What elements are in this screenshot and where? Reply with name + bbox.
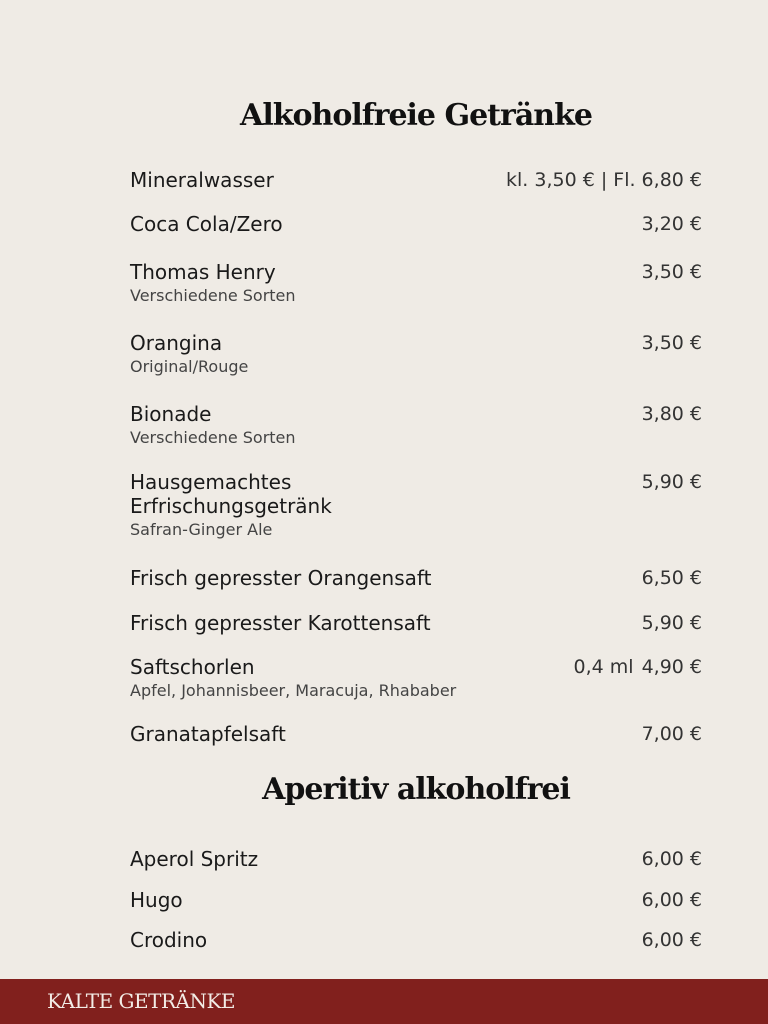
- menu-item: [130, 260, 702, 307]
- item-name: Thomas Henry: [130, 260, 276, 284]
- item-description: Safran-Ginger Ale: [130, 520, 273, 539]
- item-price: 6,00 €: [641, 929, 702, 951]
- menu-item: [130, 470, 702, 541]
- section-title-alkoholfreie-getraenke: Alkoholfreie Getränke: [240, 98, 592, 133]
- menu-item: [130, 611, 702, 635]
- item-price: 6,00 €: [641, 848, 702, 870]
- item-name: Orangina: [130, 331, 223, 355]
- menu-item: [130, 566, 702, 590]
- item-price: 5,90 €: [641, 471, 702, 493]
- item-quantity: 0,4 ml: [573, 656, 634, 678]
- item-price-value: 4,90 €: [641, 656, 702, 678]
- footer-label: KALTE GETRÄNKE: [47, 989, 235, 1013]
- footer-bar: [0, 979, 768, 1024]
- item-name-line-2: Erfrischungsgetränk: [130, 494, 332, 518]
- section-title-aperitiv-alkoholfrei: Aperitiv alkoholfrei: [262, 772, 570, 807]
- item-name: Frisch gepresster Orangensaft: [130, 566, 432, 590]
- menu-item: [130, 212, 702, 236]
- item-name: Saftschorlen: [130, 655, 255, 679]
- item-name: Bionade: [130, 402, 212, 426]
- menu-item: [130, 402, 702, 449]
- item-name: Hugo: [130, 888, 183, 912]
- item-price: kl. 3,50 € | Fl. 6,80 €: [506, 169, 702, 191]
- item-name-line-1: Hausgemachtes: [130, 470, 292, 494]
- item-name: Granatapfelsaft: [130, 722, 286, 746]
- menu-item: [130, 331, 702, 378]
- item-name: Aperol Spritz: [130, 847, 259, 871]
- item-price: 5,90 €: [641, 612, 702, 634]
- menu-item: [130, 168, 702, 192]
- item-price: [574, 655, 702, 679]
- menu-item: [130, 847, 702, 871]
- item-name: Crodino: [130, 928, 208, 952]
- item-price: 6,00 €: [641, 889, 702, 911]
- item-price: 3,20 €: [641, 213, 702, 235]
- item-description: Original/Rouge: [130, 357, 249, 376]
- menu-item: [130, 928, 702, 952]
- item-name: [130, 470, 702, 518]
- item-price: 3,50 €: [641, 332, 702, 354]
- item-price: 3,80 €: [641, 403, 702, 425]
- item-price: 3,50 €: [641, 261, 702, 283]
- item-price: 7,00 €: [641, 723, 702, 745]
- item-price: 6,50 €: [641, 567, 702, 589]
- menu-item: [130, 888, 702, 912]
- item-description: Apfel, Johannisbeer, Maracuja, Rhababer: [130, 681, 457, 700]
- item-name: Frisch gepresster Karottensaft: [130, 611, 431, 635]
- item-name: Coca Cola/Zero: [130, 212, 283, 236]
- menu-item: [130, 655, 702, 702]
- item-name: Mineralwasser: [130, 168, 274, 192]
- menu-item: [130, 722, 702, 746]
- item-description: Verschiedene Sorten: [130, 286, 296, 305]
- item-description: Verschiedene Sorten: [130, 428, 296, 447]
